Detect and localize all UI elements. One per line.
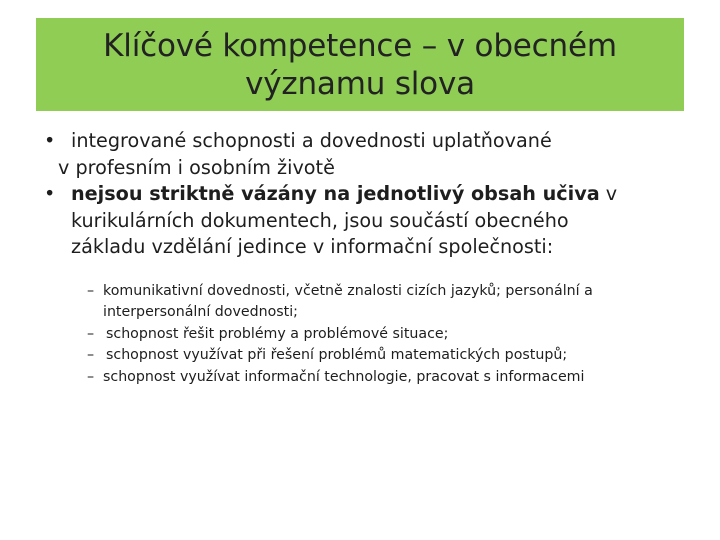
- bullet-item: [40, 181, 690, 261]
- bullet-line: integrované schopnosti a dovednosti uplatňované: [71, 129, 552, 152]
- sub-list: [87, 281, 687, 389]
- bullet-marker: •: [44, 129, 56, 152]
- sub-list-item: [87, 345, 687, 367]
- sub-list-item: [87, 367, 687, 389]
- sub-item-line: komunikativní dovednosti, včetně znalosti cizích jazyků; personální a: [103, 282, 593, 299]
- bullet-rest-text: v: [599, 182, 618, 205]
- bullet-bold-text: nejsou striktně vázány na jednotlivý obsah učiva: [71, 182, 600, 205]
- bullet-item: [40, 128, 690, 181]
- sub-item-line: schopnost řešit problémy a problémové situace;: [106, 325, 449, 342]
- slide-title: [103, 27, 617, 103]
- bullet-line: [71, 181, 690, 208]
- sub-list-item: [87, 281, 687, 324]
- bullet-text: [40, 181, 690, 261]
- slide-content: [40, 128, 690, 388]
- sub-item-marker: –: [87, 347, 95, 363]
- title-banner: [36, 18, 684, 111]
- sub-item-line: schopnost využívat při řešení problémů matematických postupů;: [106, 347, 568, 363]
- slide-title-line-2: významu slova: [245, 65, 475, 102]
- sub-item-line: interpersonální dovednosti;: [103, 304, 298, 320]
- slide-title-line-1: Klíčové kompetence – v obecném: [103, 27, 617, 64]
- bullet-marker: •: [44, 182, 56, 205]
- sub-list-item: [87, 324, 687, 346]
- bullet-line: v profesním i osobním životě: [58, 155, 335, 179]
- sub-item-marker: –: [87, 325, 95, 342]
- bullet-text: [40, 128, 690, 181]
- sub-item-marker: –: [87, 368, 95, 385]
- sub-item-marker: –: [87, 282, 95, 299]
- bullet-line: základu vzdělání jedince v informační společnosti:: [71, 235, 554, 258]
- bullet-line: kurikulárních dokumentech, jsou součástí obecného: [71, 208, 569, 232]
- sub-item-line: schopnost využívat informační technologie, pracovat s informacemi: [103, 368, 585, 385]
